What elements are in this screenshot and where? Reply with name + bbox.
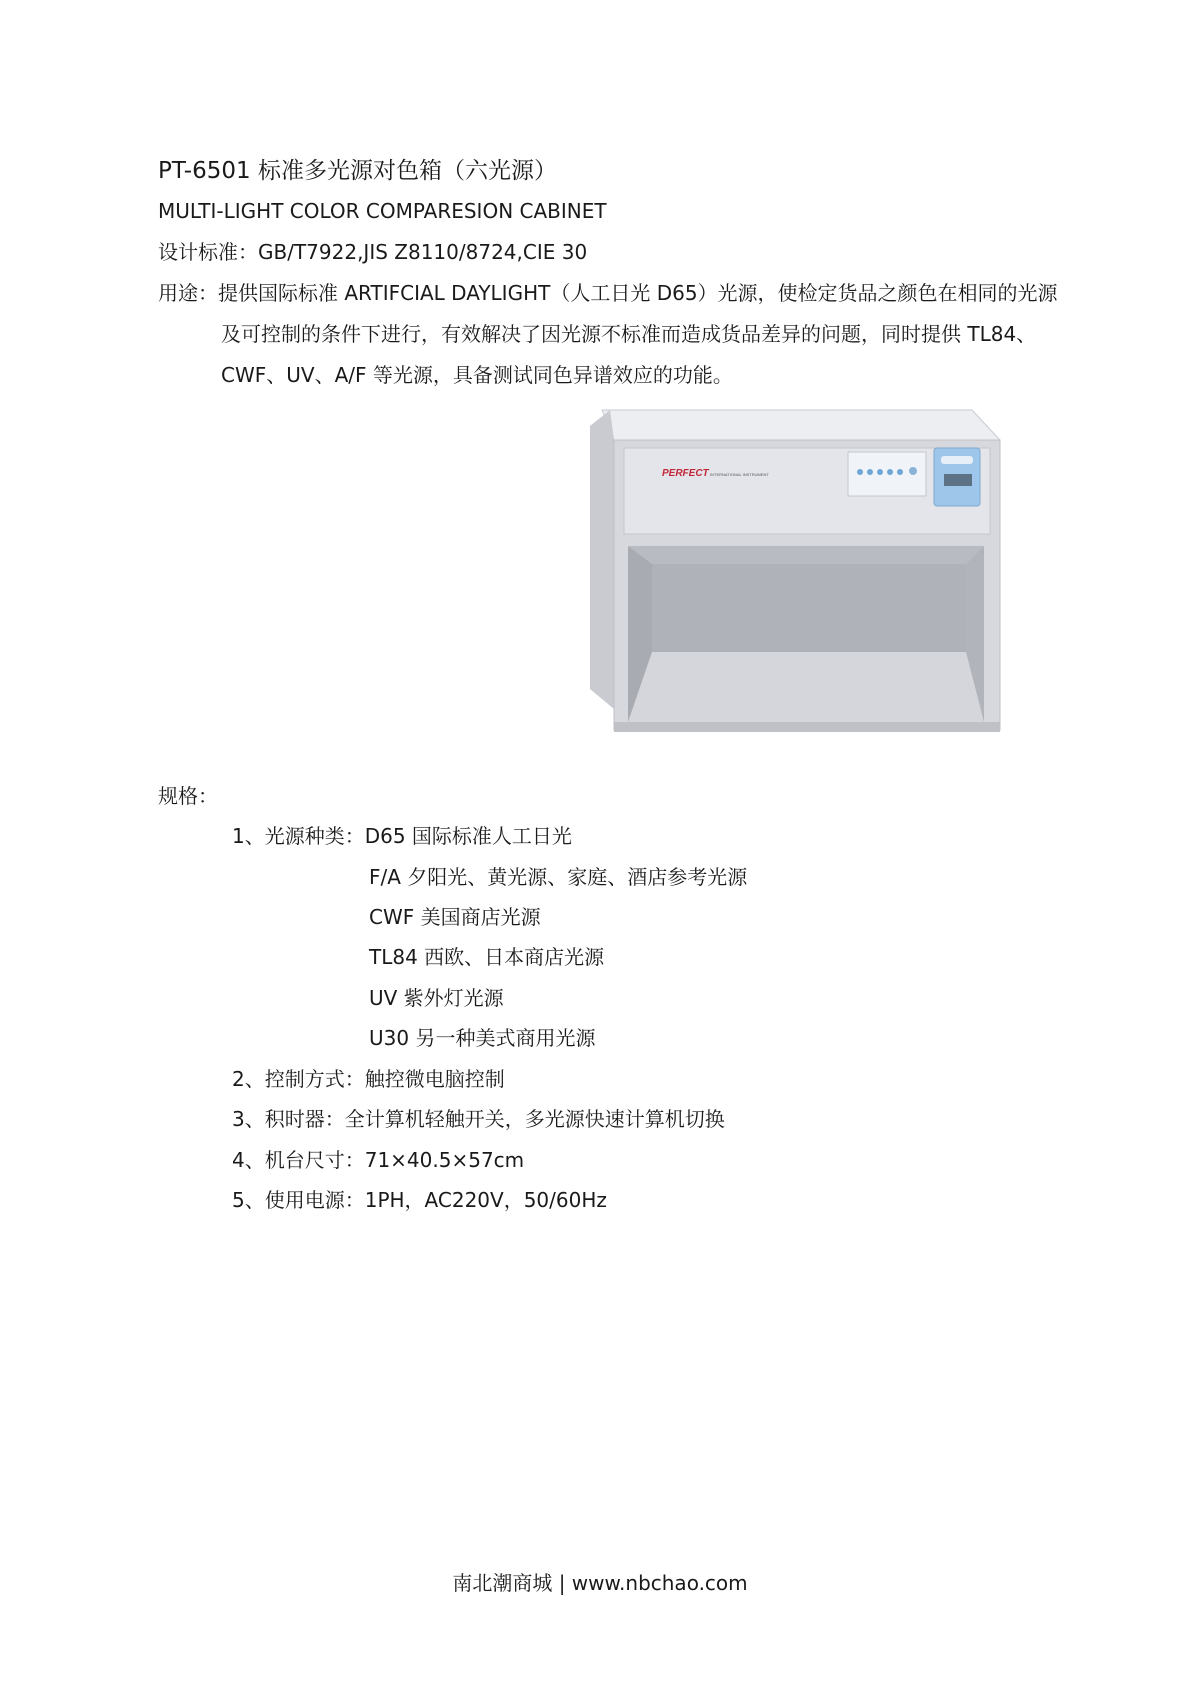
light-button-2: [867, 469, 873, 475]
spec-light-sources: 1、光源种类：D65 国际标准人工日光: [232, 824, 572, 848]
usage-line-2: 及可控制的条件下进行，有效解决了因光源不标准而造成货品差异的问题，同时提供 TL84、: [221, 322, 1037, 346]
color-cabinet-image: [590, 404, 1030, 764]
brand-subtext: INTERNATIONAL INSTRUMENT: [710, 472, 769, 477]
english-title: MULTI-LIGHT COLOR COMPARESION CABINET: [158, 199, 607, 223]
page-title: PT-6501 标准多光源对色箱（六光源）: [158, 158, 557, 184]
footer-site: 南北潮商城 | www.nbchao.com: [452, 1571, 748, 1595]
light-button-3: [877, 469, 883, 475]
spec-light-cwf: CWF 美国商店光源: [369, 905, 541, 929]
brand-logo-text: PERFECT: [662, 468, 709, 479]
spec-power: 5、使用电源：1PH，AC220V，50/60Hz: [232, 1188, 607, 1212]
power-button: [909, 467, 917, 475]
design-standard: 设计标准：GB/T7922,JIS Z8110/8724,CIE 30: [158, 240, 588, 264]
spec-light-uv: UV 紫外灯光源: [369, 986, 504, 1010]
usage-line-3: CWF、UV、A/F 等光源，具备测试同色异谱效应的功能。: [221, 363, 733, 387]
specs-heading: 规格：: [158, 784, 218, 808]
light-button-5: [897, 469, 903, 475]
spec-control: 2、控制方式：触控微电脑控制: [232, 1067, 505, 1091]
light-button-4: [887, 469, 893, 475]
usage-line-1: 用途：提供国际标准 ARTIFCIAL DAYLIGHT（人工日光 D65）光源，使检定货品之颜色在相同的光源: [158, 281, 1058, 305]
spec-timer: 3、积时器：全计算机轻触开关，多光源快速计算机切换: [232, 1107, 725, 1131]
spec-dimensions: 4、机台尺寸：71×40.5×57cm: [232, 1148, 525, 1172]
spec-light-tl84: TL84 西欧、日本商店光源: [369, 945, 605, 969]
light-button-1: [857, 469, 863, 475]
spec-light-fa: F/A 夕阳光、黄光源、家庭、酒店参考光源: [369, 865, 748, 889]
spec-light-u30: U30 另一种美式商用光源: [369, 1026, 596, 1050]
